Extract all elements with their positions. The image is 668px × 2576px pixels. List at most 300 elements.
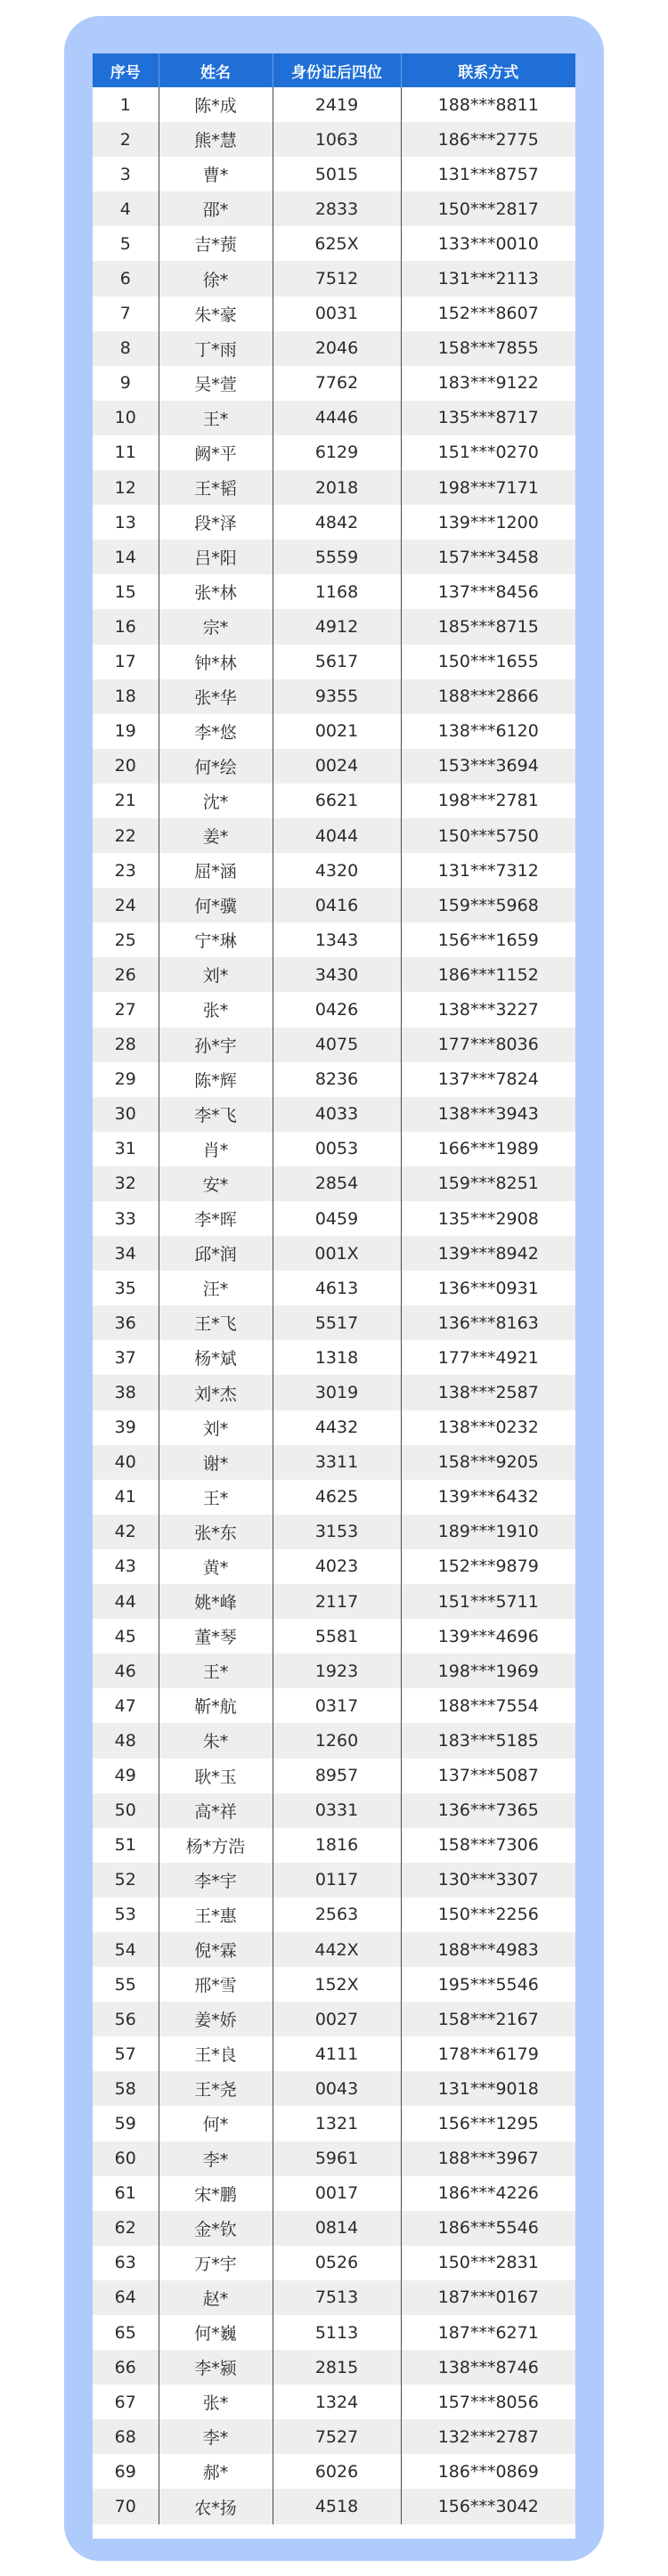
cell-contact: 156***1659 — [401, 922, 575, 957]
cell-index: 44 — [114, 1591, 136, 1612]
table-row — [93, 1759, 575, 1793]
table-row — [93, 1793, 575, 1828]
cell-index: 13 — [114, 512, 136, 532]
cell-contact: 198***7171 — [401, 470, 575, 505]
cell-index: 7 — [119, 304, 131, 324]
table-row — [93, 2454, 575, 2489]
cell-index: 59 — [114, 2113, 136, 2133]
table-row — [93, 853, 575, 888]
table-row — [93, 2141, 575, 2176]
cell-name: 万*宇 — [159, 2246, 273, 2280]
cell-id-last4: 5015 — [273, 157, 401, 191]
cell-index: 32 — [114, 1174, 136, 1194]
cell-index: 60 — [114, 2149, 136, 2169]
table-row — [93, 435, 575, 470]
cell-index: 40 — [114, 1452, 136, 1473]
cell-index: 38 — [114, 1383, 136, 1403]
cell-id-last4: 3153 — [273, 1515, 401, 1549]
cell-contact: 158***9205 — [401, 1445, 575, 1480]
cell-contact: 138***3227 — [401, 992, 575, 1027]
cell-index: 31 — [114, 1139, 136, 1159]
cell-id-last4: 2833 — [273, 191, 401, 226]
cell-contact: 151***0270 — [401, 435, 575, 470]
cell-name: 王*良 — [159, 2036, 273, 2071]
table-row — [93, 2211, 575, 2246]
cell-contact: 150***2831 — [401, 2246, 575, 2280]
cell-contact: 131***8757 — [401, 157, 575, 191]
cell-name: 沈* — [159, 784, 273, 818]
table-row — [93, 1445, 575, 1480]
cell-index: 57 — [114, 2044, 136, 2064]
cell-name: 姜* — [159, 818, 273, 853]
cell-id-last4: 1260 — [273, 1723, 401, 1758]
cell-contact: 138***2587 — [401, 1375, 575, 1410]
table-row — [93, 645, 575, 679]
cell-index: 45 — [114, 1626, 136, 1646]
cell-contact: 136***7365 — [401, 1793, 575, 1828]
cell-index: 1 — [119, 94, 131, 115]
cell-index: 5 — [119, 233, 131, 254]
table-row — [93, 888, 575, 922]
cell-id-last4: 7762 — [273, 366, 401, 401]
cell-id-last4: 001X — [273, 1236, 401, 1271]
cell-id-last4: 2117 — [273, 1584, 401, 1619]
cell-id-last4: 4518 — [273, 2489, 401, 2523]
cell-id-last4: 0053 — [273, 1132, 401, 1166]
table-row — [93, 2002, 575, 2036]
table-row — [93, 2385, 575, 2419]
cell-contact: 157***8056 — [401, 2385, 575, 2419]
table-row — [93, 749, 575, 784]
table-row — [93, 2350, 575, 2385]
cell-index: 15 — [114, 581, 136, 602]
table-row — [93, 2489, 575, 2523]
cell-index: 56 — [114, 2009, 136, 2029]
cell-contact: 177***8036 — [401, 1028, 575, 1062]
cell-id-last4: 2563 — [273, 1897, 401, 1932]
cell-name: 邵* — [159, 191, 273, 226]
cell-index: 58 — [114, 2078, 136, 2099]
cell-name: 邢*雪 — [159, 1967, 273, 2002]
cell-id-last4: 1318 — [273, 1340, 401, 1375]
cell-id-last4: 4432 — [273, 1410, 401, 1445]
cell-id-last4: 7512 — [273, 261, 401, 296]
cell-contact: 137***5087 — [401, 1759, 575, 1793]
cell-id-last4: 2815 — [273, 2350, 401, 2385]
cell-contact: 188***4983 — [401, 1932, 575, 1967]
cell-contact: 133***0010 — [401, 226, 575, 261]
cell-name: 宋*鹏 — [159, 2176, 273, 2211]
cell-contact: 139***4696 — [401, 1619, 575, 1654]
cell-contact: 150***2817 — [401, 191, 575, 226]
cell-name: 何*巍 — [159, 2315, 273, 2350]
cell-name: 李* — [159, 2419, 273, 2454]
table-row — [93, 1201, 575, 1236]
cell-index: 55 — [114, 1974, 136, 1995]
cell-name: 王*飞 — [159, 1305, 273, 1340]
cell-index: 30 — [114, 1104, 136, 1125]
table-row — [93, 2176, 575, 2211]
cell-index: 35 — [114, 1278, 136, 1298]
cell-name: 陈*辉 — [159, 1062, 273, 1097]
table-row — [93, 1132, 575, 1166]
cell-contact: 188***2866 — [401, 679, 575, 714]
table-row — [93, 331, 575, 366]
cell-name: 李*飞 — [159, 1097, 273, 1132]
cell-id-last4: 0459 — [273, 1201, 401, 1236]
cell-index: 19 — [114, 721, 136, 742]
cell-index: 20 — [114, 756, 136, 776]
table-row — [93, 1654, 575, 1688]
cell-id-last4: 7513 — [273, 2280, 401, 2315]
cell-id-last4: 5517 — [273, 1305, 401, 1340]
table-row — [93, 401, 575, 435]
cell-index: 54 — [114, 1939, 136, 1960]
cell-index: 62 — [114, 2218, 136, 2239]
cell-name: 何*绘 — [159, 749, 273, 784]
table-row — [93, 1932, 575, 1967]
table-row — [93, 1236, 575, 1271]
cell-index: 49 — [114, 1766, 136, 1786]
cell-id-last4: 0117 — [273, 1863, 401, 1897]
cell-index: 4 — [119, 199, 131, 219]
table-row — [93, 2419, 575, 2454]
cell-contact: 138***8746 — [401, 2350, 575, 2385]
cell-id-last4: 4111 — [273, 2036, 401, 2071]
cell-contact: 139***6432 — [401, 1480, 575, 1515]
cell-index: 42 — [114, 1522, 136, 1542]
table-row — [93, 2315, 575, 2350]
cell-index: 41 — [114, 1487, 136, 1507]
cell-id-last4: 6129 — [273, 435, 401, 470]
table-row — [93, 2106, 575, 2141]
table-row — [93, 87, 575, 122]
cell-id-last4: 0426 — [273, 992, 401, 1027]
cell-id-last4: 5617 — [273, 645, 401, 679]
cell-name: 王*韬 — [159, 470, 273, 505]
cell-index: 67 — [114, 2392, 136, 2412]
cell-id-last4: 3430 — [273, 957, 401, 992]
cell-index: 36 — [114, 1312, 136, 1333]
cell-name: 李*宇 — [159, 1863, 273, 1897]
cell-contact: 150***2256 — [401, 1897, 575, 1932]
cell-contact: 131***9018 — [401, 2071, 575, 2106]
cell-id-last4: 0027 — [273, 2002, 401, 2036]
cell-contact: 158***7306 — [401, 1828, 575, 1863]
cell-contact: 131***2113 — [401, 261, 575, 296]
cell-id-last4: 0526 — [273, 2246, 401, 2280]
cell-id-last4: 9355 — [273, 679, 401, 714]
table-row — [93, 714, 575, 749]
cell-contact: 158***2167 — [401, 2002, 575, 2036]
table-row — [93, 1375, 575, 1410]
cell-name: 姜*娇 — [159, 2002, 273, 2036]
cell-id-last4: 5113 — [273, 2315, 401, 2350]
cell-id-last4: 625X — [273, 226, 401, 261]
table-row — [93, 2280, 575, 2315]
cell-id-last4: 2018 — [273, 470, 401, 505]
cell-name: 陈*成 — [159, 87, 273, 122]
cell-id-last4: 1168 — [273, 574, 401, 609]
cell-id-last4: 4625 — [273, 1480, 401, 1515]
table-row — [93, 1028, 575, 1062]
cell-index: 64 — [114, 2288, 136, 2308]
cell-id-last4: 4613 — [273, 1271, 401, 1305]
cell-id-last4: 0317 — [273, 1688, 401, 1723]
cell-index: 6 — [119, 269, 131, 289]
cell-name: 张*林 — [159, 574, 273, 609]
cell-index: 37 — [114, 1347, 136, 1368]
table-row — [93, 1062, 575, 1097]
cell-name: 黄* — [159, 1549, 273, 1584]
cell-id-last4: 2046 — [273, 331, 401, 366]
cell-id-last4: 4023 — [273, 1549, 401, 1584]
cell-index: 23 — [114, 860, 136, 881]
cell-contact: 183***9122 — [401, 366, 575, 401]
table-row — [93, 1515, 575, 1549]
cell-contact: 138***3943 — [401, 1097, 575, 1132]
cell-id-last4: 1816 — [273, 1828, 401, 1863]
header-row — [93, 53, 575, 87]
cell-index: 24 — [114, 895, 136, 915]
cell-name: 郝* — [159, 2454, 273, 2489]
cell-contact: 198***2781 — [401, 784, 575, 818]
cell-contact: 131***7312 — [401, 853, 575, 888]
table-row — [93, 957, 575, 992]
cell-id-last4: 2419 — [273, 87, 401, 122]
cell-contact: 132***2787 — [401, 2419, 575, 2454]
cell-index: 53 — [114, 1905, 136, 1925]
table-row — [93, 922, 575, 957]
cell-id-last4: 1063 — [273, 122, 401, 157]
table-row — [93, 679, 575, 714]
cell-name: 农*扬 — [159, 2489, 273, 2523]
cell-name: 赵* — [159, 2280, 273, 2315]
cell-id-last4: 6026 — [273, 2454, 401, 2489]
cell-contact: 189***1910 — [401, 1515, 575, 1549]
cell-id-last4: 5559 — [273, 540, 401, 574]
cell-id-last4: 4446 — [273, 401, 401, 435]
cell-name: 刘* — [159, 957, 273, 992]
table-row — [93, 122, 575, 157]
cell-id-last4: 4075 — [273, 1028, 401, 1062]
cell-contact: 152***8607 — [401, 297, 575, 331]
cell-name: 安* — [159, 1166, 273, 1201]
table-row — [93, 609, 575, 644]
table-row — [93, 297, 575, 331]
cell-index: 11 — [114, 443, 136, 463]
table-row — [93, 470, 575, 505]
cell-index: 48 — [114, 1730, 136, 1751]
table-row — [93, 1967, 575, 2002]
cell-name: 张*东 — [159, 1515, 273, 1549]
cell-contact: 195***5546 — [401, 1967, 575, 2002]
cell-index: 68 — [114, 2426, 136, 2447]
header-contact: 联系方式 — [401, 53, 575, 87]
cell-index: 47 — [114, 1695, 136, 1716]
cell-id-last4: 7527 — [273, 2419, 401, 2454]
cell-name: 邱*润 — [159, 1236, 273, 1271]
cell-name: 钟*林 — [159, 645, 273, 679]
cell-contact: 156***3042 — [401, 2489, 575, 2523]
table-row — [93, 1340, 575, 1375]
winners-table-container — [93, 53, 575, 2539]
table-row — [93, 2246, 575, 2280]
cell-name: 宁*琳 — [159, 922, 273, 957]
cell-name: 张* — [159, 2385, 273, 2419]
cell-contact: 187***6271 — [401, 2315, 575, 2350]
cell-contact: 186***2775 — [401, 122, 575, 157]
cell-id-last4: 0021 — [273, 714, 401, 749]
cell-contact: 137***8456 — [401, 574, 575, 609]
cell-contact: 185***8715 — [401, 609, 575, 644]
table-row — [93, 191, 575, 226]
cell-name: 王* — [159, 1480, 273, 1515]
header-id-last4: 身份证后四位 — [273, 53, 401, 87]
cell-id-last4: 0024 — [273, 749, 401, 784]
cell-index: 26 — [114, 964, 136, 985]
cell-index: 21 — [114, 791, 136, 811]
cell-name: 王*惠 — [159, 1897, 273, 1932]
cell-contact: 186***5546 — [401, 2211, 575, 2246]
cell-name: 金*钦 — [159, 2211, 273, 2246]
table-row — [93, 1828, 575, 1863]
cell-index: 51 — [114, 1835, 136, 1856]
cell-contact: 177***4921 — [401, 1340, 575, 1375]
cell-id-last4: 5581 — [273, 1619, 401, 1654]
cell-name: 屈*涵 — [159, 853, 273, 888]
cell-index: 8 — [119, 338, 131, 359]
cell-contact: 135***8717 — [401, 401, 575, 435]
table-row — [93, 992, 575, 1027]
cell-contact: 159***5968 — [401, 888, 575, 922]
cell-id-last4: 1324 — [273, 2385, 401, 2419]
cell-id-last4: 0814 — [273, 2211, 401, 2246]
cell-name: 吉*蓣 — [159, 226, 273, 261]
table-row — [93, 574, 575, 609]
cell-contact: 138***0232 — [401, 1410, 575, 1445]
cell-name: 董*琴 — [159, 1619, 273, 1654]
cell-index: 12 — [114, 477, 136, 498]
cell-contact: 139***1200 — [401, 505, 575, 540]
table-row — [93, 1584, 575, 1619]
cell-id-last4: 1923 — [273, 1654, 401, 1688]
cell-index: 43 — [114, 1556, 136, 1577]
cell-id-last4: 152X — [273, 1967, 401, 2002]
cell-name: 姚*峰 — [159, 1584, 273, 1619]
table-row — [93, 2036, 575, 2071]
cell-index: 46 — [114, 1661, 136, 1681]
cell-id-last4: 4912 — [273, 609, 401, 644]
cell-id-last4: 8236 — [273, 1062, 401, 1097]
cell-contact: 152***9879 — [401, 1549, 575, 1584]
table-row — [93, 1863, 575, 1897]
cell-name: 孙*宇 — [159, 1028, 273, 1062]
cell-contact: 198***1969 — [401, 1654, 575, 1688]
cell-name: 阙*平 — [159, 435, 273, 470]
cell-name: 何*骥 — [159, 888, 273, 922]
table-row — [93, 261, 575, 296]
table-row — [93, 818, 575, 853]
table-row — [93, 1480, 575, 1515]
cell-index: 63 — [114, 2253, 136, 2273]
table-row — [93, 1410, 575, 1445]
header-index: 序号 — [110, 63, 141, 82]
cell-contact: 186***1152 — [401, 957, 575, 992]
cell-name: 耿*玉 — [159, 1759, 273, 1793]
cell-id-last4: 4842 — [273, 505, 401, 540]
cell-index: 14 — [114, 547, 136, 567]
cell-name: 刘* — [159, 1410, 273, 1445]
cell-id-last4: 4044 — [273, 818, 401, 853]
cell-name: 徐* — [159, 261, 273, 296]
cell-contact: 188***7554 — [401, 1688, 575, 1723]
cell-name: 曹* — [159, 157, 273, 191]
table-row — [93, 505, 575, 540]
cell-contact: 166***1989 — [401, 1132, 575, 1166]
table-row — [93, 157, 575, 191]
cell-name: 杨*方浩 — [159, 1828, 273, 1863]
cell-index: 16 — [114, 616, 136, 637]
cell-contact: 157***3458 — [401, 540, 575, 574]
cell-contact: 153***3694 — [401, 749, 575, 784]
cell-index: 3 — [119, 164, 131, 184]
cell-id-last4: 1343 — [273, 922, 401, 957]
cell-name: 王*尧 — [159, 2071, 273, 2106]
cell-name: 段*泽 — [159, 505, 273, 540]
cell-name: 王* — [159, 1654, 273, 1688]
cell-contact: 183***5185 — [401, 1723, 575, 1758]
cell-index: 29 — [114, 1069, 136, 1090]
cell-name: 张* — [159, 992, 273, 1027]
table-row — [93, 2071, 575, 2106]
table-row — [93, 1897, 575, 1932]
cell-index: 22 — [114, 825, 136, 846]
cell-name: 李* — [159, 2141, 273, 2176]
cell-contact: 188***8811 — [401, 87, 575, 122]
cell-index: 33 — [114, 1208, 136, 1229]
cell-id-last4: 0416 — [273, 888, 401, 922]
cell-index: 39 — [114, 1418, 136, 1438]
cell-name: 李*颍 — [159, 2350, 273, 2385]
cell-contact: 130***3307 — [401, 1863, 575, 1897]
table-row — [93, 1619, 575, 1654]
cell-contact: 136***0931 — [401, 1271, 575, 1305]
cell-index: 18 — [114, 687, 136, 707]
cell-contact: 137***7824 — [401, 1062, 575, 1097]
cell-index: 52 — [114, 1870, 136, 1890]
cell-contact: 156***1295 — [401, 2106, 575, 2141]
cell-contact: 135***2908 — [401, 1201, 575, 1236]
cell-index: 69 — [114, 2461, 136, 2482]
cell-index: 17 — [114, 652, 136, 672]
cell-id-last4: 0331 — [273, 1793, 401, 1828]
cell-index: 28 — [114, 1035, 136, 1055]
cell-index: 27 — [114, 999, 136, 1020]
table-row — [93, 1305, 575, 1340]
cell-contact: 139***8942 — [401, 1236, 575, 1271]
cell-name: 肖* — [159, 1132, 273, 1166]
cell-contact: 188***3967 — [401, 2141, 575, 2176]
cell-name: 高*祥 — [159, 1793, 273, 1828]
cell-name: 吴*萱 — [159, 366, 273, 401]
table-row — [93, 540, 575, 574]
cell-name: 李*悠 — [159, 714, 273, 749]
cell-index: 50 — [114, 1800, 136, 1821]
cell-index: 65 — [114, 2322, 136, 2343]
cell-id-last4: 3311 — [273, 1445, 401, 1480]
cell-id-last4: 4033 — [273, 1097, 401, 1132]
